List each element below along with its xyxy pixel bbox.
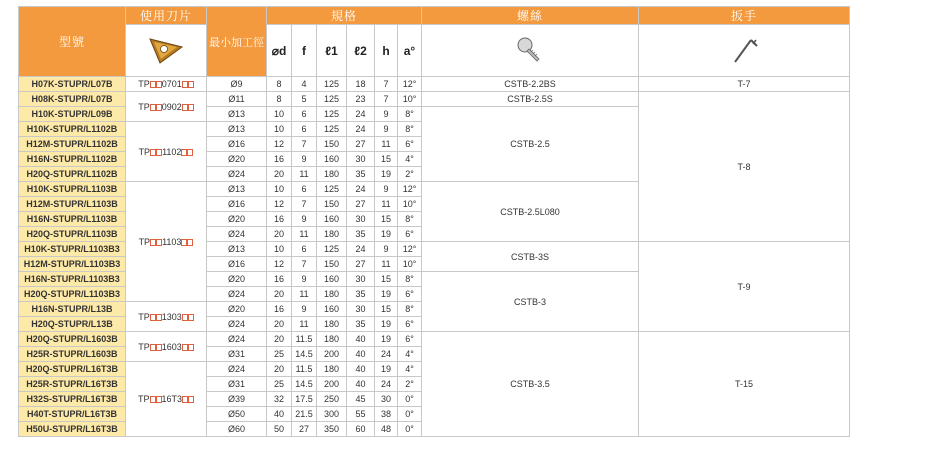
placeholder-box: [187, 239, 193, 246]
torx-wrench-icon: [729, 34, 759, 66]
spec-cell: 8: [267, 92, 292, 107]
model-cell: H10K-STUPR/L1102B: [19, 122, 126, 137]
spec-cell: 24: [347, 182, 375, 197]
min-dia-cell: Ø9: [207, 77, 267, 92]
spec-col-header: a°: [398, 25, 422, 77]
spec-cell: 19: [375, 287, 398, 302]
insert-code: [126, 302, 207, 332]
screw-image: [422, 25, 639, 77]
spec-cell: 125: [317, 92, 347, 107]
spec-col-header: f: [292, 25, 317, 77]
spec-cell: 6: [292, 182, 317, 197]
insert-size: 0701: [161, 79, 182, 89]
spec-cell: 15: [375, 302, 398, 317]
model-cell: H32S-STUPR/L16T3B: [19, 392, 126, 407]
spec-cell: 30: [347, 152, 375, 167]
spec-cell: 160: [317, 212, 347, 227]
spec-cell: 2°: [398, 377, 422, 392]
spec-cell: 6: [292, 107, 317, 122]
spec-cell: 160: [317, 302, 347, 317]
spec-cell: 8°: [398, 302, 422, 317]
spec-cell: 180: [317, 287, 347, 302]
model-cell: H20Q-STUPR/L16T3B: [19, 362, 126, 377]
spec-cell: 8°: [398, 122, 422, 137]
wrench-cell: T-8: [639, 92, 850, 242]
model-cell: H25R-STUPR/L1603B: [19, 347, 126, 362]
spec-cell: 50: [267, 422, 292, 437]
spec-cell: 180: [317, 362, 347, 377]
spec-cell: 2°: [398, 167, 422, 182]
model-cell: H10K-STUPR/L1103B: [19, 182, 126, 197]
model-cell: H20Q-STUPR/L1103B: [19, 227, 126, 242]
header-model: 型號: [19, 7, 126, 77]
spec-cell: 10: [267, 107, 292, 122]
insert-size: 1102: [162, 146, 182, 157]
spec-cell: 8°: [398, 212, 422, 227]
spec-cell: 19: [375, 167, 398, 182]
wrench-cell: T-15: [639, 332, 850, 437]
spec-cell: 14.5: [292, 377, 317, 392]
spec-col-header: ℓ2: [347, 25, 375, 77]
model-cell: H16N-STUPR/L1103B: [19, 212, 126, 227]
min-dia-cell: Ø24: [207, 317, 267, 332]
table-row: [19, 92, 850, 107]
model-cell: H12M-STUPR/L1102B: [19, 137, 126, 152]
spec-cell: 27: [347, 257, 375, 272]
wrench-cell: T-7: [639, 77, 850, 92]
table-row: [19, 77, 850, 92]
spec-cell: 35: [347, 317, 375, 332]
insert-code: [126, 92, 207, 122]
model-cell: H40T-STUPR/L16T3B: [19, 407, 126, 422]
spec-cell: 150: [317, 257, 347, 272]
spec-cell: 9: [292, 302, 317, 317]
spec-cell: 200: [317, 347, 347, 362]
spec-cell: 4°: [398, 347, 422, 362]
spec-cell: 8°: [398, 107, 422, 122]
placeholder-box: [187, 149, 193, 156]
header-screw: 螺絲: [422, 7, 639, 25]
insert-prefix: TP: [138, 146, 151, 157]
spec-cell: 4°: [398, 362, 422, 377]
spec-cell: 20: [267, 332, 292, 347]
spec-cell: 9: [375, 107, 398, 122]
spec-cell: 9: [292, 152, 317, 167]
spec-cell: 14.5: [292, 347, 317, 362]
min-dia-cell: Ø20: [207, 272, 267, 287]
min-dia-cell: Ø24: [207, 332, 267, 347]
min-dia-cell: Ø24: [207, 227, 267, 242]
spec-cell: 6°: [398, 332, 422, 347]
min-dia-cell: Ø16: [207, 197, 267, 212]
spec-cell: 48: [375, 422, 398, 437]
insert-code: [126, 182, 207, 302]
model-cell: H20Q-STUPR/L1102B: [19, 167, 126, 182]
spec-cell: 25: [267, 377, 292, 392]
min-dia-cell: Ø20: [207, 212, 267, 227]
spec-cell: 27: [347, 137, 375, 152]
spec-cell: 10: [267, 122, 292, 137]
spec-cell: 0°: [398, 392, 422, 407]
spec-cell: 160: [317, 152, 347, 167]
spec-cell: 11: [292, 287, 317, 302]
model-cell: H10K-STUPR/L09B: [19, 107, 126, 122]
insert-prefix: TP: [138, 341, 150, 352]
placeholder-box: [188, 344, 194, 351]
spec-cell: 9: [375, 242, 398, 257]
model-cell: H08K-STUPR/L07B: [19, 92, 126, 107]
min-dia-cell: Ø16: [207, 257, 267, 272]
spec-cell: 12°: [398, 77, 422, 92]
spec-cell: 60: [347, 422, 375, 437]
model-cell: H16N-STUPR/L13B: [19, 302, 126, 317]
min-dia-cell: Ø13: [207, 107, 267, 122]
spec-cell: 11: [375, 197, 398, 212]
spec-cell: 9: [292, 272, 317, 287]
min-dia-cell: Ø31: [207, 347, 267, 362]
spec-cell: 35: [347, 167, 375, 182]
spec-cell: 6°: [398, 227, 422, 242]
placeholder-box: [188, 396, 194, 403]
spec-cell: 23: [347, 92, 375, 107]
spec-cell: 150: [317, 197, 347, 212]
spec-cell: 17.5: [292, 392, 317, 407]
spec-cell: 6°: [398, 137, 422, 152]
spec-cell: 7: [292, 137, 317, 152]
spec-cell: 27: [347, 197, 375, 212]
screw-cell: CSTB-2.5L080: [422, 182, 639, 242]
spec-cell: 55: [347, 407, 375, 422]
spec-cell: 12: [267, 197, 292, 212]
spec-cell: 24: [347, 242, 375, 257]
insert-size: 16T3: [161, 394, 183, 404]
spec-cell: 19: [375, 227, 398, 242]
spec-cell: 12°: [398, 242, 422, 257]
model-cell: H07K-STUPR/L07B: [19, 77, 126, 92]
spec-cell: 24: [375, 347, 398, 362]
spec-cell: 20: [267, 362, 292, 377]
spec-cell: 125: [317, 242, 347, 257]
spec-cell: 6°: [398, 287, 422, 302]
screw-cell: CSTB-3.5: [422, 332, 639, 437]
spec-cell: 8: [267, 77, 292, 92]
spec-cell: 10°: [398, 92, 422, 107]
spec-cell: 4°: [398, 152, 422, 167]
spec-cell: 19: [375, 332, 398, 347]
insert-code: [126, 362, 207, 437]
spec-cell: 11: [292, 167, 317, 182]
spec-cell: 180: [317, 317, 347, 332]
insert-prefix: TP: [138, 101, 150, 112]
spec-cell: 20: [267, 167, 292, 182]
spec-cell: 45: [347, 392, 375, 407]
spec-cell: 7: [375, 92, 398, 107]
min-dia-cell: Ø31: [207, 377, 267, 392]
spec-cell: 0°: [398, 407, 422, 422]
model-cell: H20Q-STUPR/L13B: [19, 317, 126, 332]
spec-cell: 35: [347, 287, 375, 302]
spec-cell: 12: [267, 257, 292, 272]
spec-cell: 7: [375, 77, 398, 92]
screw-cell: CSTB-3S: [422, 242, 639, 272]
spec-cell: 24: [347, 107, 375, 122]
spec-cell: 11: [292, 227, 317, 242]
insert-size: 1103: [162, 236, 182, 247]
spec-cell: 8°: [398, 272, 422, 287]
model-cell: H16N-STUPR/L1102B: [19, 152, 126, 167]
spec-cell: 24: [375, 377, 398, 392]
spec-cell: 11: [292, 317, 317, 332]
screw-cell: CSTB-3: [422, 272, 639, 332]
spec-cell: 180: [317, 167, 347, 182]
spec-cell: 10°: [398, 257, 422, 272]
min-dia-cell: Ø50: [207, 407, 267, 422]
spec-cell: 6: [292, 242, 317, 257]
spec-table-body: [19, 77, 850, 437]
spec-cell: 16: [267, 152, 292, 167]
spec-cell: 24: [347, 122, 375, 137]
spec-cell: 6: [292, 122, 317, 137]
model-cell: H25R-STUPR/L16T3B: [19, 377, 126, 392]
wrench-image: [639, 25, 850, 77]
spec-cell: 20: [267, 227, 292, 242]
spec-cell: 40: [347, 347, 375, 362]
spec-cell: 16: [267, 302, 292, 317]
spec-cell: 10°: [398, 197, 422, 212]
insert-image: [126, 25, 207, 77]
triangle-insert-icon: [146, 35, 186, 65]
spec-col-header: h: [375, 25, 398, 77]
model-cell: H10K-STUPR/L1103B3: [19, 242, 126, 257]
model-cell: H12M-STUPR/L1103B: [19, 197, 126, 212]
torx-screw-icon: [515, 35, 545, 65]
spec-cell: 30: [347, 302, 375, 317]
spec-cell: 21.5: [292, 407, 317, 422]
spec-cell: 5: [292, 92, 317, 107]
model-cell: H16N-STUPR/L1103B3: [19, 272, 126, 287]
spec-table: [18, 6, 850, 437]
min-dia-cell: Ø60: [207, 422, 267, 437]
table-row: [19, 332, 850, 347]
spec-cell: 16: [267, 272, 292, 287]
model-cell: H20Q-STUPR/L1603B: [19, 332, 126, 347]
min-dia-cell: Ø24: [207, 167, 267, 182]
spec-cell: 6°: [398, 317, 422, 332]
min-dia-cell: Ø39: [207, 392, 267, 407]
spec-cell: 15: [375, 212, 398, 227]
min-dia-cell: Ø20: [207, 152, 267, 167]
min-dia-cell: Ø13: [207, 122, 267, 137]
spec-cell: 40: [347, 362, 375, 377]
insert-code: [126, 332, 207, 362]
insert-prefix: TP: [138, 236, 151, 247]
spec-cell: 125: [317, 107, 347, 122]
placeholder-box: [188, 314, 194, 321]
min-dia-cell: Ø16: [207, 137, 267, 152]
min-dia-cell: Ø24: [207, 287, 267, 302]
header-blade: 使用刀片: [126, 7, 207, 25]
min-dia-cell: Ø20: [207, 302, 267, 317]
spec-col-header: ℓ1: [317, 25, 347, 77]
spec-cell: 125: [317, 182, 347, 197]
insert-code: [126, 77, 207, 92]
spec-cell: 11.5: [292, 362, 317, 377]
spec-cell: 35: [347, 227, 375, 242]
spec-cell: 7: [292, 257, 317, 272]
screw-cell: CSTB-2.5: [422, 107, 639, 182]
spec-cell: 15: [375, 272, 398, 287]
spec-cell: 200: [317, 377, 347, 392]
spec-cell: 11: [375, 137, 398, 152]
spec-cell: 4: [292, 77, 317, 92]
placeholder-box: [188, 81, 194, 88]
header-wrench: 扳手: [639, 7, 850, 25]
spec-cell: 11.5: [292, 332, 317, 347]
spec-cell: 40: [347, 377, 375, 392]
spec-cell: 32: [267, 392, 292, 407]
spec-cell: 160: [317, 272, 347, 287]
header-min-dia: 最小加工徑: [207, 7, 267, 77]
spec-cell: 20: [267, 317, 292, 332]
spec-cell: 12: [267, 137, 292, 152]
screw-cell: CSTB-2.2BS: [422, 77, 639, 92]
insert-prefix: TP: [138, 79, 150, 89]
spec-cell: 40: [347, 332, 375, 347]
spec-cell: 125: [317, 122, 347, 137]
spec-cell: 11: [375, 257, 398, 272]
spec-cell: 40: [267, 407, 292, 422]
insert-size: 0902: [161, 101, 182, 112]
spec-cell: 27: [292, 422, 317, 437]
spec-cell: 350: [317, 422, 347, 437]
spec-cell: 10: [267, 182, 292, 197]
insert-size: 1303: [161, 311, 182, 322]
spec-cell: 300: [317, 407, 347, 422]
spec-cell: 15: [375, 152, 398, 167]
min-dia-cell: Ø13: [207, 182, 267, 197]
model-cell: H50U-STUPR/L16T3B: [19, 422, 126, 437]
spec-cell: 25: [267, 347, 292, 362]
spec-cell: 19: [375, 317, 398, 332]
spec-cell: 180: [317, 227, 347, 242]
spec-cell: 19: [375, 362, 398, 377]
spec-cell: 30: [347, 272, 375, 287]
spec-cell: 38: [375, 407, 398, 422]
insert-prefix: TP: [138, 311, 150, 322]
min-dia-cell: Ø24: [207, 362, 267, 377]
model-cell: H20Q-STUPR/L1103B3: [19, 287, 126, 302]
spec-cell: 0°: [398, 422, 422, 437]
model-cell: H12M-STUPR/L1103B3: [19, 257, 126, 272]
screw-cell: CSTB-2.5S: [422, 92, 639, 107]
spec-cell: 7: [292, 197, 317, 212]
spec-cell: 250: [317, 392, 347, 407]
min-dia-cell: Ø13: [207, 242, 267, 257]
insert-size: 1603: [161, 341, 182, 352]
spec-cell: 10: [267, 242, 292, 257]
spec-cell: 18: [347, 77, 375, 92]
header-spec: 規格: [267, 7, 422, 25]
wrench-cell: T-9: [639, 242, 850, 332]
spec-cell: 180: [317, 332, 347, 347]
spec-cell: 20: [267, 287, 292, 302]
spec-cell: 9: [375, 122, 398, 137]
insert-code: [126, 122, 207, 182]
spec-cell: 150: [317, 137, 347, 152]
placeholder-box: [188, 104, 194, 111]
spec-cell: 9: [375, 182, 398, 197]
spec-col-header: ⌀d: [267, 25, 292, 77]
min-dia-cell: Ø11: [207, 92, 267, 107]
spec-cell: 30: [347, 212, 375, 227]
spec-cell: 12°: [398, 182, 422, 197]
insert-prefix: TP: [137, 394, 150, 404]
spec-cell: 30: [375, 392, 398, 407]
spec-cell: 9: [292, 212, 317, 227]
spec-cell: 16: [267, 212, 292, 227]
spec-cell: 125: [317, 77, 347, 92]
